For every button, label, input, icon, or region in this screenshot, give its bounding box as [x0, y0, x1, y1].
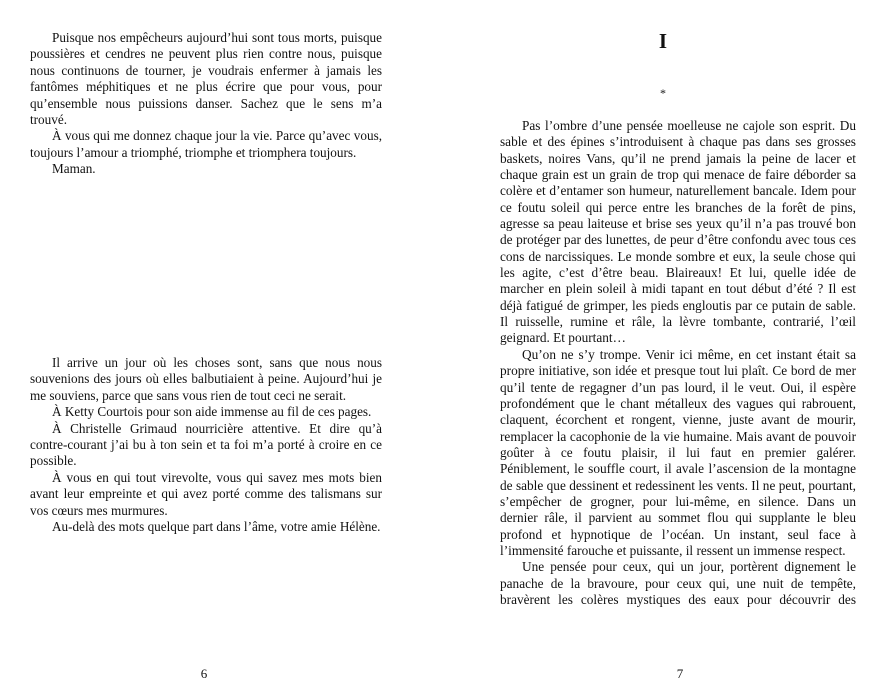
dedication-top — [30, 30, 382, 178]
dedication-paragraph: À vous qui me donnez chaque jour la vie. Parce qu’avec vous, toujours l’amour a triomphé, triomphe et triomphera toujours. — [30, 128, 382, 160]
page-number-left: 6 — [200, 666, 208, 681]
acknowledgement-paragraph: À Ketty Courtois pour son aide immense au fil de ces pages. — [52, 404, 372, 420]
body-paragraph: Qu’on ne s’y trompe. Venir ici même, en cet instant était sa propre initiative, son idée et presque tout lui plaît. Ce bord de mer qu’il tente de regagner d’un pas lourd, il le veut. Oui, il espère profondément que le chant métalleux des vagues qui rabrouent, claquent, écorchent et rongent, vienne, juste avant de mourir, remplacer la cacophonie de la vie humaine. Mais avant de pouvoir goûter à ce foutu plaisir, il lui faut en premier galérer. Péniblement, le souffle court, il avale l’ascension de la montagne de sable que dessinent et redessinent les vents. Il ne peut, pourtant, s’empêcher de grogner, pour lui-même, en silence. Dans un dernier râle, il parvient au sommet flou qui supplante le bleu profond et hypnotique de l’océan. Un instant, seul face à l’immensité farouche et puissante, il ressent un immense respect. — [500, 346, 856, 558]
acknowledgements — [30, 355, 382, 535]
body-paragraph: Pas l’ombre d’une pensée moelleuse ne cajole son esprit. Du sable et des épines s’introduisent à chaque pas dans ses grosses baskets, noires Vans, qu’il ne prend jamais la peine de lacer et chaque grain est un grain de trop qui menace de faire déborder sa colère et d’entamer son humeur, naturellement bancale. Idem pour ce foutu soleil qui perce entre les branches de la forêt de pins, agresse sa peau laiteuse et brise ses yeux qu’il n’a pas trouvé bon de protéger par des lunettes, de peur d’être confondu avec tous ces cons de narcissiques. Le monde sombre et eux, la seule chose qui les agite, c’est d’être beau. Blaireaux! Et lui, quelle idée de marcher en plein soleil à midi tapant en tout début d’été ? Il est déjà fatigué de grimper, les pieds engloutis par ce putain de sable. Il ruisselle, rumine et râle, la lèvre tombante, contrarié, l’œil geignard. Et pourtant… — [500, 118, 856, 346]
body-paragraph: Une pensée pour ceux, qui un jour, portèrent dignement le panache de la bravoure, pour ceux qui, une nuit de tempête, bravèrent les colères mystiques des eaux pour découvrir des — [500, 559, 856, 607]
page-number-right: 7 — [676, 666, 684, 681]
chapter-title: I — [658, 29, 668, 53]
acknowledgement-signature: Au-delà des mots quelque part dans l’âme, votre amie Hélène. — [52, 519, 381, 535]
acknowledgement-paragraph: Il arrive un jour où les choses sont, sans que nous nous souvenions des jours où elles balbutiaient à peine. Aujourd’hui je me souviens, parce que sans vous rien de tout ceci ne serait. — [30, 355, 382, 403]
dedication-paragraph: Puisque nos empêcheurs aujourd’hui sont tous morts, puisque poussières et cendres ne peuvent plus rien contre nous, puisque nous continuons de tourner, je voudrais enfermer à jamais les fantômes méphitiques et ne plus écrire que pour vous, pour qu’ensemble nous puissions danser. Sachez que le sens m’a trouvé. — [30, 30, 382, 128]
acknowledgement-paragraph: À vous en qui tout virevolte, vous qui savez mes mots bien avant leur empreinte et qui avez porté comme des talismans sur vos cœurs mes murmures. — [30, 469, 382, 518]
dedication-signature: Maman. — [52, 161, 96, 177]
acknowledgement-paragraph: À Christelle Grimaud nourricière attentive. Et dire qu’à contre-courant j’ai bu à ton sein et ta foi m’a porté à croire en ce possible. — [30, 420, 382, 469]
section-asterism: * — [660, 86, 666, 100]
right-page — [442, 0, 884, 700]
chapter-body — [500, 118, 856, 608]
